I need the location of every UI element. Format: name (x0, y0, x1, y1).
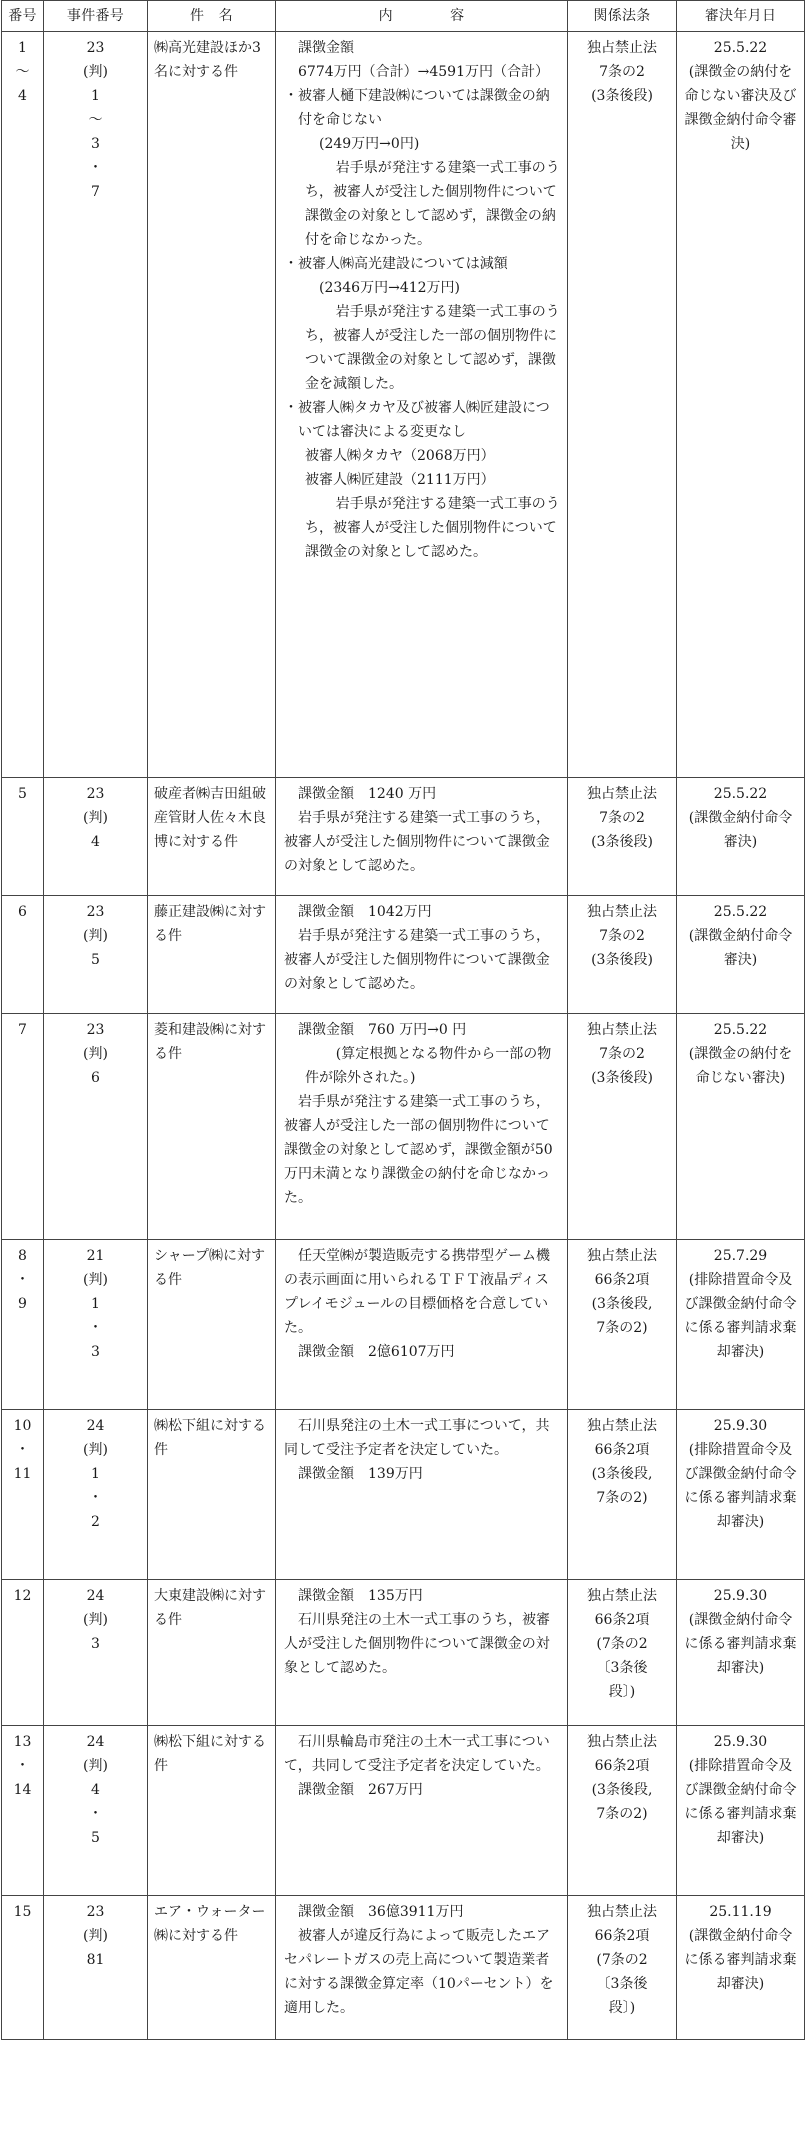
case-content: 課徴金額 36億3911万円 被審人が違反行為によって販売したエアセパレートガスの売上高について製造業者に対する課徴金算定率（10パーセント）を適用した。 (276, 1896, 568, 2040)
case-name: ㈱松下組に対する件 (148, 1410, 276, 1580)
case-number: 24 (判) 4 ・ 5 (44, 1726, 148, 1896)
related-law: 独占禁止法 66条2項 (3条後段, 7条の2) (568, 1240, 677, 1410)
case-name: ㈱高光建設ほか3名に対する件 (148, 32, 276, 778)
table-row (2, 1014, 805, 1240)
case-content: 課徴金額 1042万円 岩手県が発注する建築一式工事のうち，被審人が受注した個別物件について課徴金の対象として認めた。 (276, 896, 568, 1014)
case-name: ㈱松下組に対する件 (148, 1726, 276, 1896)
case-number: 24 (判) 3 (44, 1580, 148, 1726)
case-number: 24 (判) 1 ・ 2 (44, 1410, 148, 1580)
table-row (2, 1726, 805, 1896)
related-law: 独占禁止法 66条2項 (7条の2 〔3条後 段〕) (568, 1896, 677, 2040)
case-number: 23 (判) 4 (44, 778, 148, 896)
related-law: 独占禁止法 7条の2 (3条後段) (568, 778, 677, 896)
decision-date: 25.5.22 (課徴金納付命令審決) (677, 896, 805, 1014)
case-number: 21 (判) 1 ・ 3 (44, 1240, 148, 1410)
case-content: 課徴金額 760 万円→0 円 (算定根拠となる物件から一部の物件が除外された。) 岩手県が発注する建築一式工事のうち，被審人が受注した一部の個別物件について課徴金の対象として認めず，課徴金額が50万円未満となり課徴金の納付を命じなかった。 (276, 1014, 568, 1240)
case-name: エア・ウォーター㈱に対する件 (148, 1896, 276, 2040)
row-number: 6 (2, 896, 44, 1014)
decision-date: 25.5.22 (課徴金の納付を命じない審決) (677, 1014, 805, 1240)
case-content: 任天堂㈱が製造販売する携帯型ゲーム機の表示画面に用いられるＴＦＴ液晶ディスプレイモジュールの目標価格を合意していた。 課徴金額 2億6107万円 (276, 1240, 568, 1410)
header-content: 内 容 (276, 1, 568, 32)
header-row (2, 1, 805, 32)
case-content: 石川県発注の土木一式工事について，共同して受注予定者を決定していた。 課徴金額 139万円 (276, 1410, 568, 1580)
case-number: 23 (判) 6 (44, 1014, 148, 1240)
header-decision-date: 審決年月日 (677, 1, 805, 32)
related-law: 独占禁止法 7条の2 (3条後段) (568, 32, 677, 778)
case-number: 23 (判) 5 (44, 896, 148, 1014)
related-law: 独占禁止法 7条の2 (3条後段) (568, 1014, 677, 1240)
header-case-name: 件 名 (148, 1, 276, 32)
case-number: 23 (判) 1 ～ 3 ・ 7 (44, 32, 148, 778)
case-name: 藤正建設㈱に対する件 (148, 896, 276, 1014)
case-name: 大東建設㈱に対する件 (148, 1580, 276, 1726)
case-content: 課徴金額 135万円 石川県発注の土木一式工事のうち，被審人が受注した個別物件について課徴金の対象として認めた。 (276, 1580, 568, 1726)
case-content: 課徴金額 6774万円（合計）→4591万円（合計） ・被審人樋下建設㈱については課徴金の納付を命じない (249万円→0円) 岩手県が発注する建築一式工事のうち，被審人が受注した個別物件について課徴金の対象として認めず，課徴金の納付を命じなかった。 ・被審人㈱高光建設については減額 (2346万円→412万円) 岩手県が発注する建築一式工事のうち，被審人が受注した一部の個別物件について課徴金の対象として認めず，課徴金を減額した。 ・被審人㈱タカヤ及び被審人㈱匠建設については審決による変更なし 被審人㈱タカヤ（2068万円） 被審人㈱匠建設（2111万円） 岩手県が発注する建築一式工事のうち，被審人が受注した個別物件について課徴金の対象として認めた。 (276, 32, 568, 778)
row-number: 8 ・ 9 (2, 1240, 44, 1410)
row-number: 7 (2, 1014, 44, 1240)
related-law: 独占禁止法 7条の2 (3条後段) (568, 896, 677, 1014)
decision-date: 25.11.19 (課徴金納付命令に係る審判請求棄却審決) (677, 1896, 805, 2040)
table-row (2, 1580, 805, 1726)
decision-date: 25.7.29 (排除措置命令及び課徴金納付命令に係る審判請求棄却審決) (677, 1240, 805, 1410)
decision-date: 25.5.22 (課徴金の納付を命じない審決及び課徴金納付命令審決) (677, 32, 805, 778)
case-content: 課徴金額 1240 万円 岩手県が発注する建築一式工事のうち，被審人が受注した個別物件について課徴金の対象として認めた。 (276, 778, 568, 896)
decisions-table (1, 0, 805, 2040)
header-number: 番号 (2, 1, 44, 32)
related-law: 独占禁止法 66条2項 (3条後段, 7条の2) (568, 1410, 677, 1580)
row-number: 12 (2, 1580, 44, 1726)
case-number: 23 (判) 81 (44, 1896, 148, 2040)
row-number: 5 (2, 778, 44, 896)
related-law: 独占禁止法 66条2項 (3条後段, 7条の2) (568, 1726, 677, 1896)
row-number: 1 ～ 4 (2, 32, 44, 778)
row-number: 13 ・ 14 (2, 1726, 44, 1896)
case-name: 菱和建設㈱に対する件 (148, 1014, 276, 1240)
header-related-law: 関係法条 (568, 1, 677, 32)
case-name: 破産者㈱吉田組破産管財人佐々木良博に対する件 (148, 778, 276, 896)
table-row (2, 32, 805, 778)
table-row (2, 778, 805, 896)
row-number: 15 (2, 1896, 44, 2040)
case-name: シャープ㈱に対する件 (148, 1240, 276, 1410)
decision-date: 25.9.30 (課徴金納付命令に係る審判請求棄却審決) (677, 1580, 805, 1726)
related-law: 独占禁止法 66条2項 (7条の2 〔3条後 段〕) (568, 1580, 677, 1726)
decision-date: 25.9.30 (排除措置命令及び課徴金納付命令に係る審判請求棄却審決) (677, 1410, 805, 1580)
table-row (2, 1240, 805, 1410)
table-row (2, 896, 805, 1014)
decision-date: 25.9.30 (排除措置命令及び課徴金納付命令に係る審判請求棄却審決) (677, 1726, 805, 1896)
table-row (2, 1410, 805, 1580)
table-row (2, 1896, 805, 2040)
header-case-number: 事件番号 (44, 1, 148, 32)
row-number: 10 ・ 11 (2, 1410, 44, 1580)
decision-date: 25.5.22 (課徴金納付命令審決) (677, 778, 805, 896)
case-content: 石川県輪島市発注の土木一式工事について，共同して受注予定者を決定していた。 課徴金額 267万円 (276, 1726, 568, 1896)
